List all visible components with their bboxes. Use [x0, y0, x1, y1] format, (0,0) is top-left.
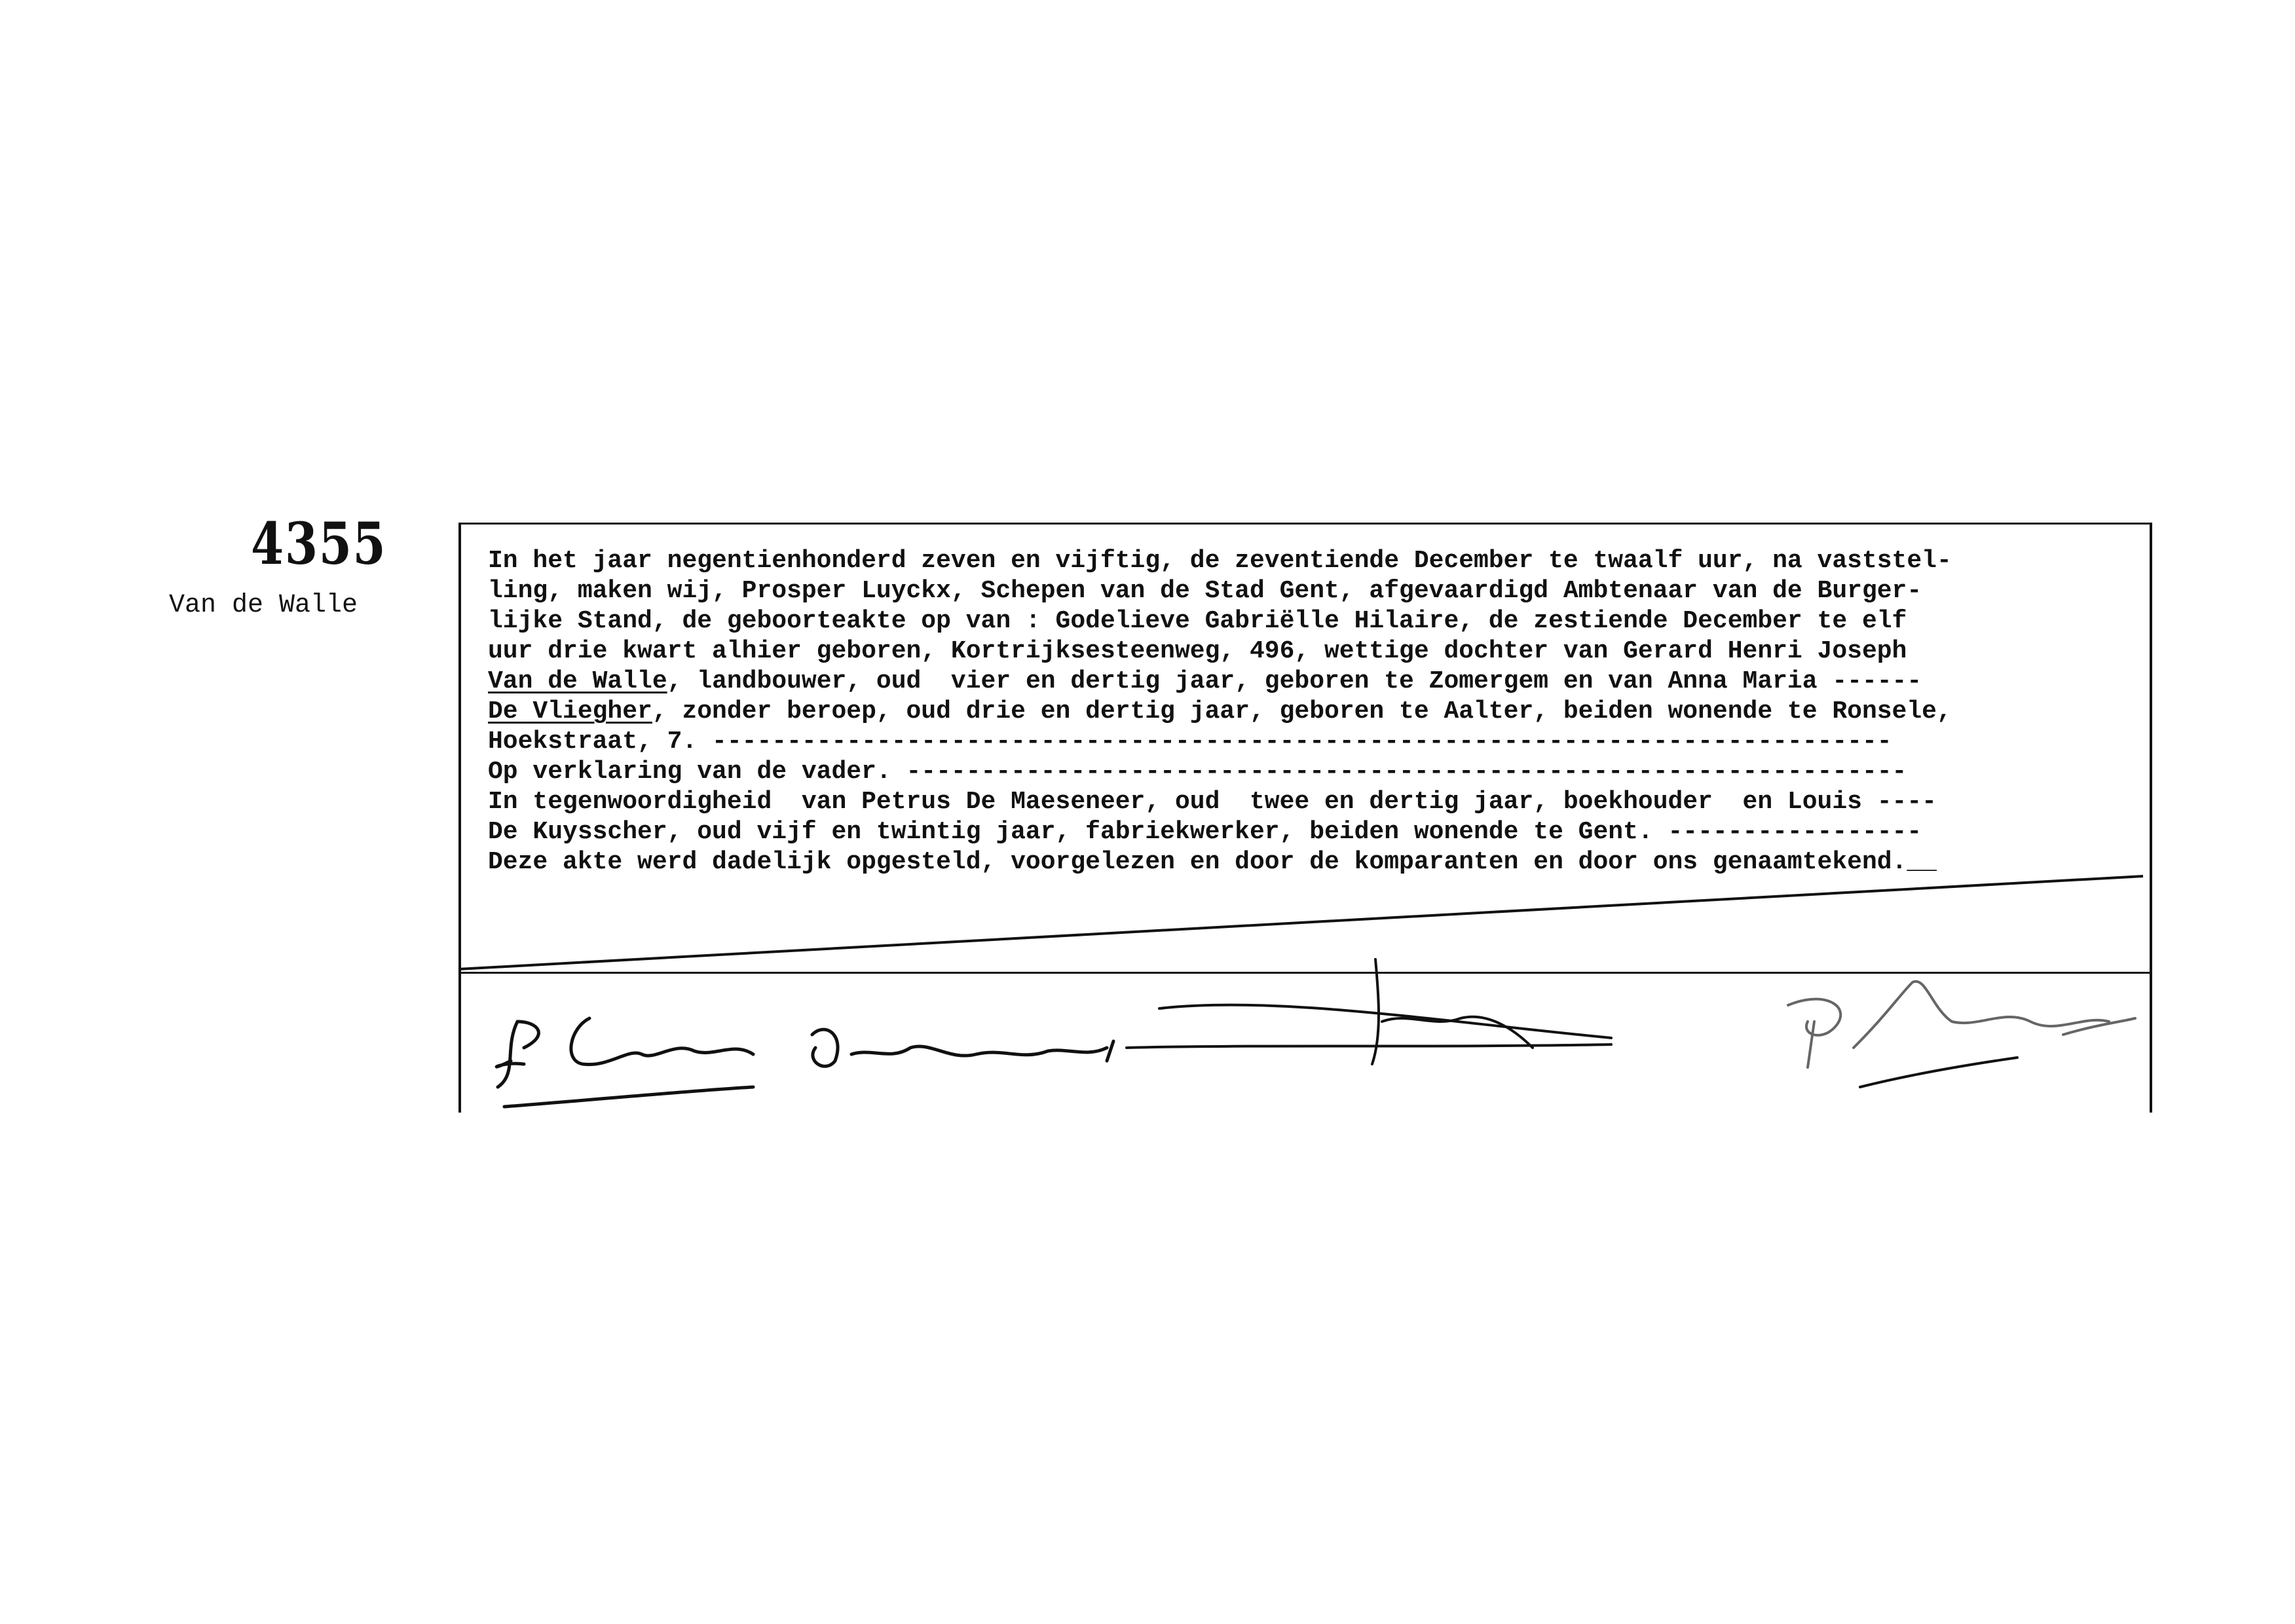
act-line-11	[488, 847, 2138, 877]
closing-dash: __	[1907, 848, 1937, 876]
act-line-2: ling, maken wij, Prosper Luyckx, Schepen van de Stad Gent, afgevaardigd Ambtenaar van de Burger-	[488, 577, 1922, 605]
act-line-3: lijke Stand, de geboorteakte op van : Godelieve Gabriëlle Hilaire, de zestiende December te elf	[488, 607, 1907, 635]
signature-divider	[458, 972, 2150, 974]
act-line-5	[488, 667, 2138, 697]
act-line-11-text: Deze akte werd dadelijk opgesteld, voorgelezen en door de komparanten en door ons genaamtekend.	[488, 848, 1907, 876]
act-line-4: uur drie kwart alhier geboren, Kortrijksesteenweg, 496, wettige dochter van Gerard Henri Joseph	[488, 637, 1907, 665]
surname-underlined: Van de Walle	[488, 667, 667, 695]
margin-name: Van de Walle	[169, 591, 358, 620]
act-line-6	[488, 697, 2138, 727]
act-line-7: Hoekstraat, 7. -------------------------------------------------------------------------------	[488, 728, 1892, 756]
act-line-10: De Kuysscher, oud vijf en twintig jaar, fabriekwerker, beiden wonende te Gent. -----------------	[488, 818, 1922, 846]
act-number: 4355	[251, 509, 387, 578]
act-line-9: In tegenwoordigheid van Petrus De Maeseneer, oud twee en dertig jaar, boekhouder en Louis ----	[488, 788, 1937, 816]
act-line-1: In het jaar negentienhonderd zeven en vijftig, de zeventiende December te twaalf uur, na vaststel-	[488, 547, 1952, 575]
act-line-8: Op verklaring van de vader. -------------------------------------------------------------------	[488, 758, 1907, 786]
mother-surname-underlined: De Vliegher	[488, 697, 652, 726]
act-line-6-rest: , zonder beroep, oud drie en dertig jaar, geboren te Aalter, beiden wonende te Ronsele,	[652, 697, 1952, 726]
act-body	[488, 546, 2138, 877]
act-line-5-rest: , landbouwer, oud vier en dertig jaar, geboren te Zomergem en van Anna Maria ------	[667, 667, 1922, 695]
